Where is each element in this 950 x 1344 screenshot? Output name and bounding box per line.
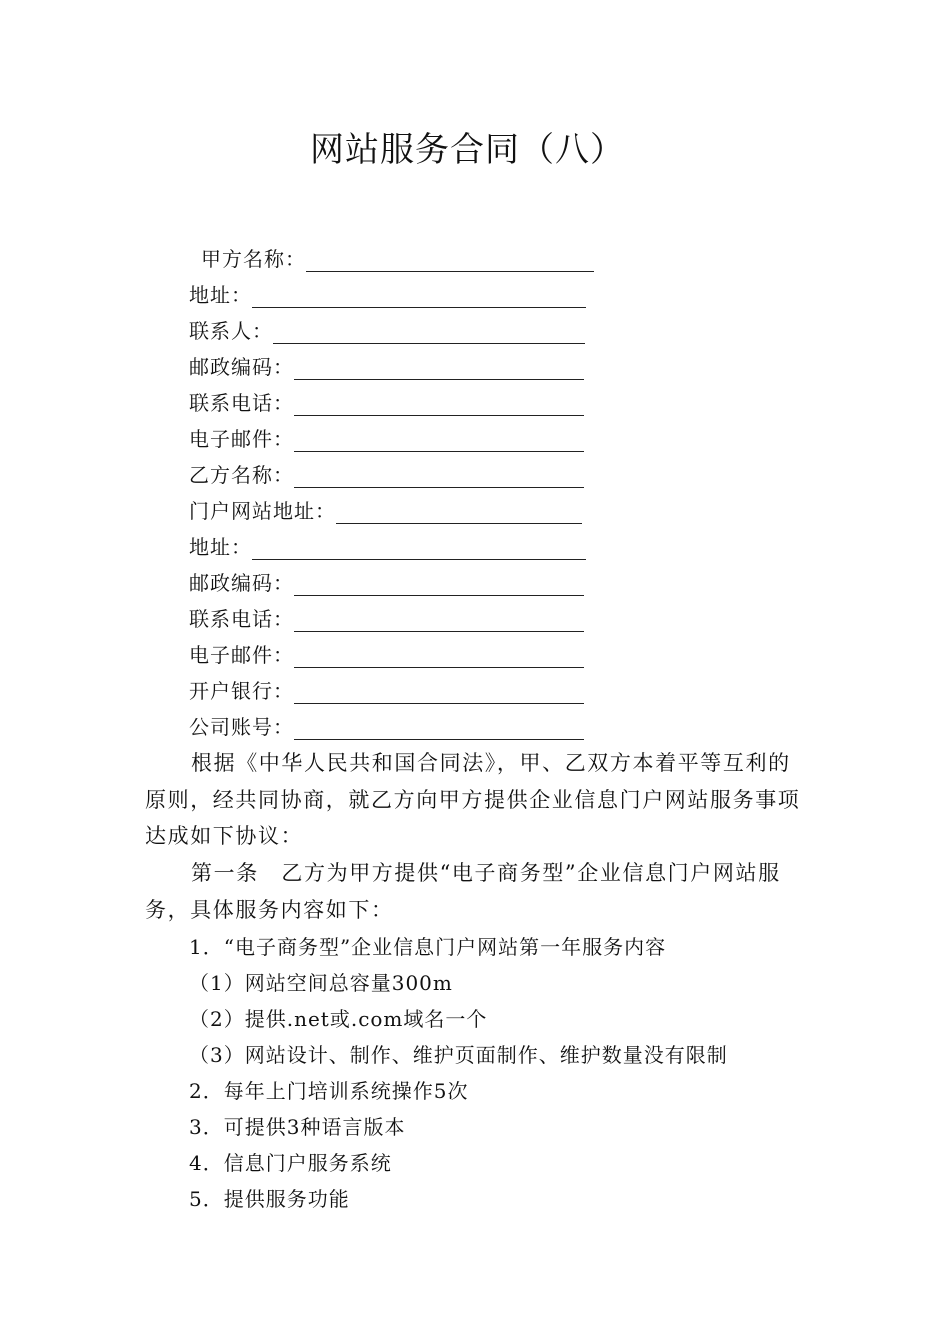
blank-line [294, 357, 584, 380]
list-item: 4．信息门户服务系统 [189, 1151, 392, 1175]
field-party-b-phone [189, 604, 584, 634]
blank-line [252, 537, 586, 560]
field-label: 甲方名称： [201, 247, 306, 271]
field-label: 乙方名称： [189, 463, 294, 487]
blank-line [252, 285, 586, 308]
field-party-b-address [189, 532, 586, 562]
list-item: 1．“电子商务型”企业信息门户网站第一年服务内容 [189, 935, 667, 959]
field-account [189, 712, 584, 742]
field-party-a-contact [189, 316, 585, 346]
field-bank [189, 676, 584, 706]
field-party-b-email [189, 640, 584, 670]
field-label: 邮政编码： [189, 571, 294, 595]
field-portal-address [189, 496, 582, 526]
blank-line [294, 465, 584, 488]
field-label: 地址： [189, 283, 252, 307]
blank-line [294, 645, 584, 668]
field-party-a-phone [189, 388, 584, 418]
field-party-a-postcode [189, 352, 584, 382]
field-label: 门户网站地址： [189, 499, 336, 523]
blank-line [306, 249, 594, 272]
field-label: 联系电话： [189, 607, 294, 631]
list-item: 3．可提供3种语言版本 [189, 1115, 406, 1139]
field-party-b-postcode [189, 568, 584, 598]
article-1-text: 第一条 乙方为甲方提供“电子商务型”企业信息门户网站服务，具体服务内容如下： [145, 861, 781, 922]
blank-line [294, 393, 584, 416]
field-party-b-name [189, 460, 584, 490]
field-label: 邮政编码： [189, 355, 294, 379]
field-party-a-name [201, 244, 594, 274]
field-label: 开户银行： [189, 679, 294, 703]
list-item: 2．每年上门培训系统操作5次 [189, 1079, 469, 1103]
list-item: （3）网站设计、制作、维护页面制作、维护数量没有限制 [189, 1043, 728, 1067]
blank-line [273, 321, 585, 344]
blank-line [294, 681, 584, 704]
field-party-a-email [189, 424, 584, 454]
field-label: 电子邮件： [189, 427, 294, 451]
preamble-text: 根据《中华人民共和国合同法》，甲、乙双方本着平等互利的原则，经共同协商，就乙方向甲方提供企业信息门户网站服务事项达成如下协议： [145, 751, 801, 848]
field-party-a-address [189, 280, 586, 310]
blank-line [294, 573, 584, 596]
blank-line [294, 429, 584, 452]
blank-line [294, 609, 584, 632]
field-label: 联系人： [189, 319, 273, 343]
document-title: 网站服务合同（八） [310, 130, 625, 170]
field-label: 公司账号： [189, 715, 294, 739]
list-item: （2）提供.net或.com域名一个 [189, 1007, 488, 1031]
preamble-paragraph [145, 745, 810, 855]
blank-line [336, 501, 582, 524]
blank-line [294, 717, 584, 740]
field-label: 电子邮件： [189, 643, 294, 667]
field-label: 地址： [189, 535, 252, 559]
article-1-paragraph [145, 855, 810, 928]
list-item: 5．提供服务功能 [189, 1187, 350, 1211]
field-label: 联系电话： [189, 391, 294, 415]
list-item: （1）网站空间总容量300m [189, 971, 453, 995]
